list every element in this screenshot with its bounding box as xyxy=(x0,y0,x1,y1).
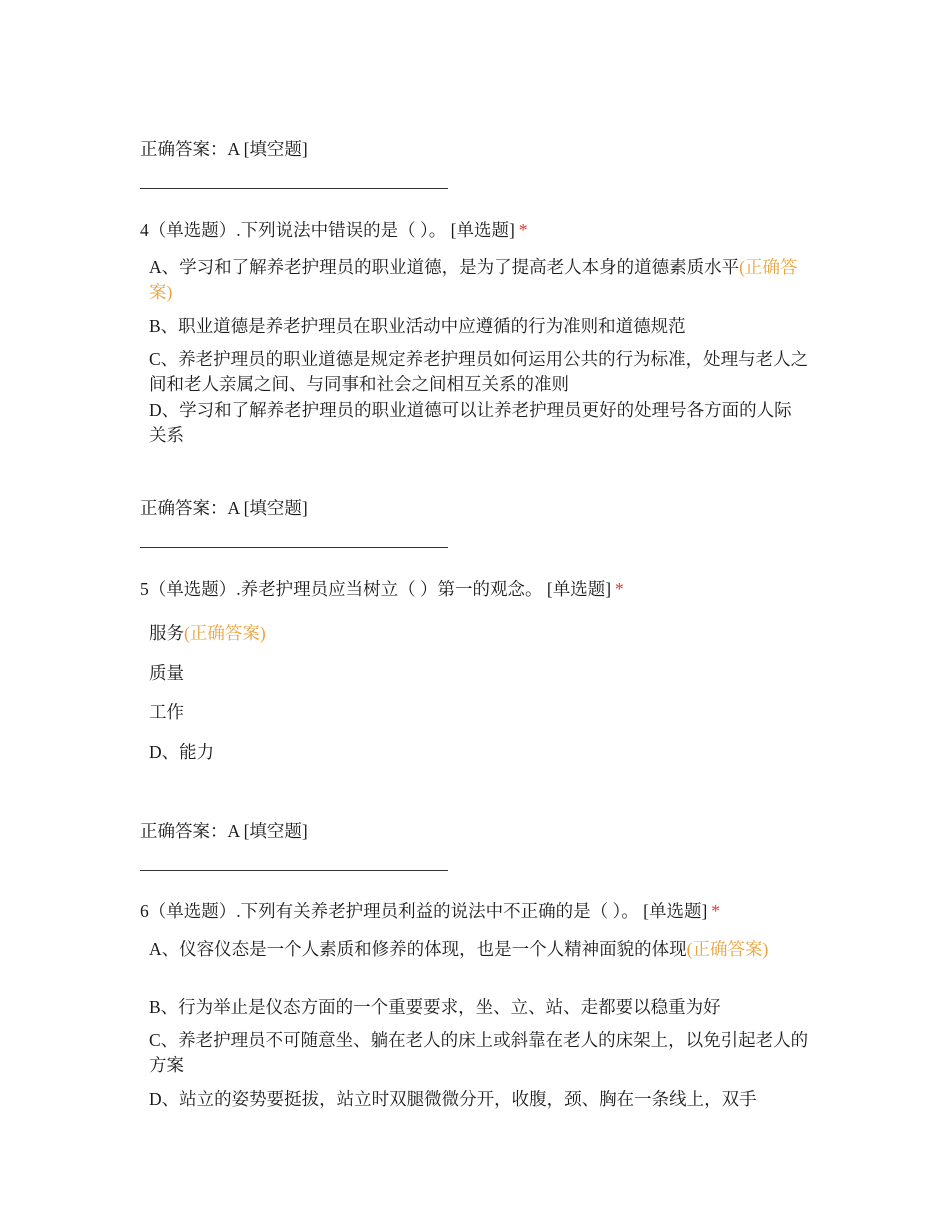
option-text: C、养老护理员的职业道德是规定养老护理员如何运用公共的行为标准，处理与老人之间和老人亲属之间、与同事和社会之间相互关系的准则 xyxy=(149,349,809,394)
question-type-tag: [单选题] xyxy=(546,579,612,599)
question-title xyxy=(140,217,820,242)
option-d[interactable] xyxy=(149,740,809,765)
required-mark: * xyxy=(518,220,528,240)
answer-label: 正确答案： xyxy=(140,821,228,841)
answer-label: 正确答案： xyxy=(140,498,228,518)
option-c[interactable] xyxy=(149,347,809,397)
option-text: C、养老护理员不可随意坐、躺在老人的床上或斜靠在老人的床架上，以免引起老人的方案 xyxy=(149,1030,809,1075)
question-text: 4（单选题）.下列说法中错误的是（ ）。 xyxy=(140,220,447,240)
option-a[interactable] xyxy=(149,255,809,305)
answer-value: A xyxy=(227,498,240,518)
option-text: A、仪容仪态是一个人素质和修养的体现，也是一个人精神面貌的体现 xyxy=(149,939,687,959)
option-text: B、职业道德是养老护理员在职业活动中应遵循的行为准则和道德规范 xyxy=(149,316,686,336)
question-text: 5（单选题）.养老护理员应当树立（ ）第一的观念。 xyxy=(140,579,543,599)
option-d[interactable] xyxy=(149,398,809,448)
answer-value: A xyxy=(227,821,240,841)
option-text: 服务 xyxy=(149,623,184,643)
option-b[interactable] xyxy=(149,314,809,339)
correct-answer-mark: (正确答案) xyxy=(149,257,798,302)
answer-label: 正确答案： xyxy=(140,139,228,159)
option-text: A、学习和了解养老护理员的职业道德，是为了提高老人本身的道德素质水平 xyxy=(149,257,740,277)
option-b[interactable] xyxy=(149,661,809,686)
correct-answer-mark: (正确答案) xyxy=(686,939,769,959)
answer-type-tag: [填空题] xyxy=(243,821,308,841)
correct-answer-line xyxy=(140,495,820,520)
option-text: 工作 xyxy=(149,702,184,722)
option-text: B、行为举止是仪态方面的一个重要要求，坐、立、站、走都要以稳重为好 xyxy=(149,997,721,1017)
correct-answer-line xyxy=(140,818,820,843)
divider xyxy=(140,188,448,189)
answer-type-tag: [填空题] xyxy=(243,498,308,518)
answer-value: A xyxy=(227,139,240,159)
question-type-tag: [单选题] xyxy=(450,220,515,240)
required-mark: * xyxy=(615,579,624,599)
correct-answer-mark: (正确答案) xyxy=(184,623,266,643)
question-type-tag: [单选题] xyxy=(643,901,708,921)
option-text: D、站立的姿势要挺拔，站立时双腿微微分开，收腹，颈、胸在一条线上，双手 xyxy=(149,1089,757,1109)
option-d[interactable] xyxy=(149,1087,809,1112)
option-a[interactable] xyxy=(149,621,809,646)
option-text: 质量 xyxy=(149,663,184,683)
option-text: D、能力 xyxy=(149,742,215,762)
correct-answer-line xyxy=(140,136,820,161)
divider xyxy=(140,870,448,871)
divider xyxy=(140,547,448,548)
option-a[interactable] xyxy=(149,937,809,962)
option-b[interactable] xyxy=(149,995,809,1020)
required-mark: * xyxy=(711,901,721,921)
option-text: D、学习和了解养老护理员的职业道德可以让养老护理员更好的处理号各方面的人际关系 xyxy=(149,400,792,445)
question-title xyxy=(140,576,820,601)
answer-type-tag: [填空题] xyxy=(243,139,308,159)
option-c[interactable] xyxy=(149,700,809,725)
question-text: 6（单选题）.下列有关养老护理员利益的说法中不正确的是（ ）。 xyxy=(140,901,639,921)
option-c[interactable] xyxy=(149,1028,809,1078)
question-title xyxy=(140,898,820,923)
